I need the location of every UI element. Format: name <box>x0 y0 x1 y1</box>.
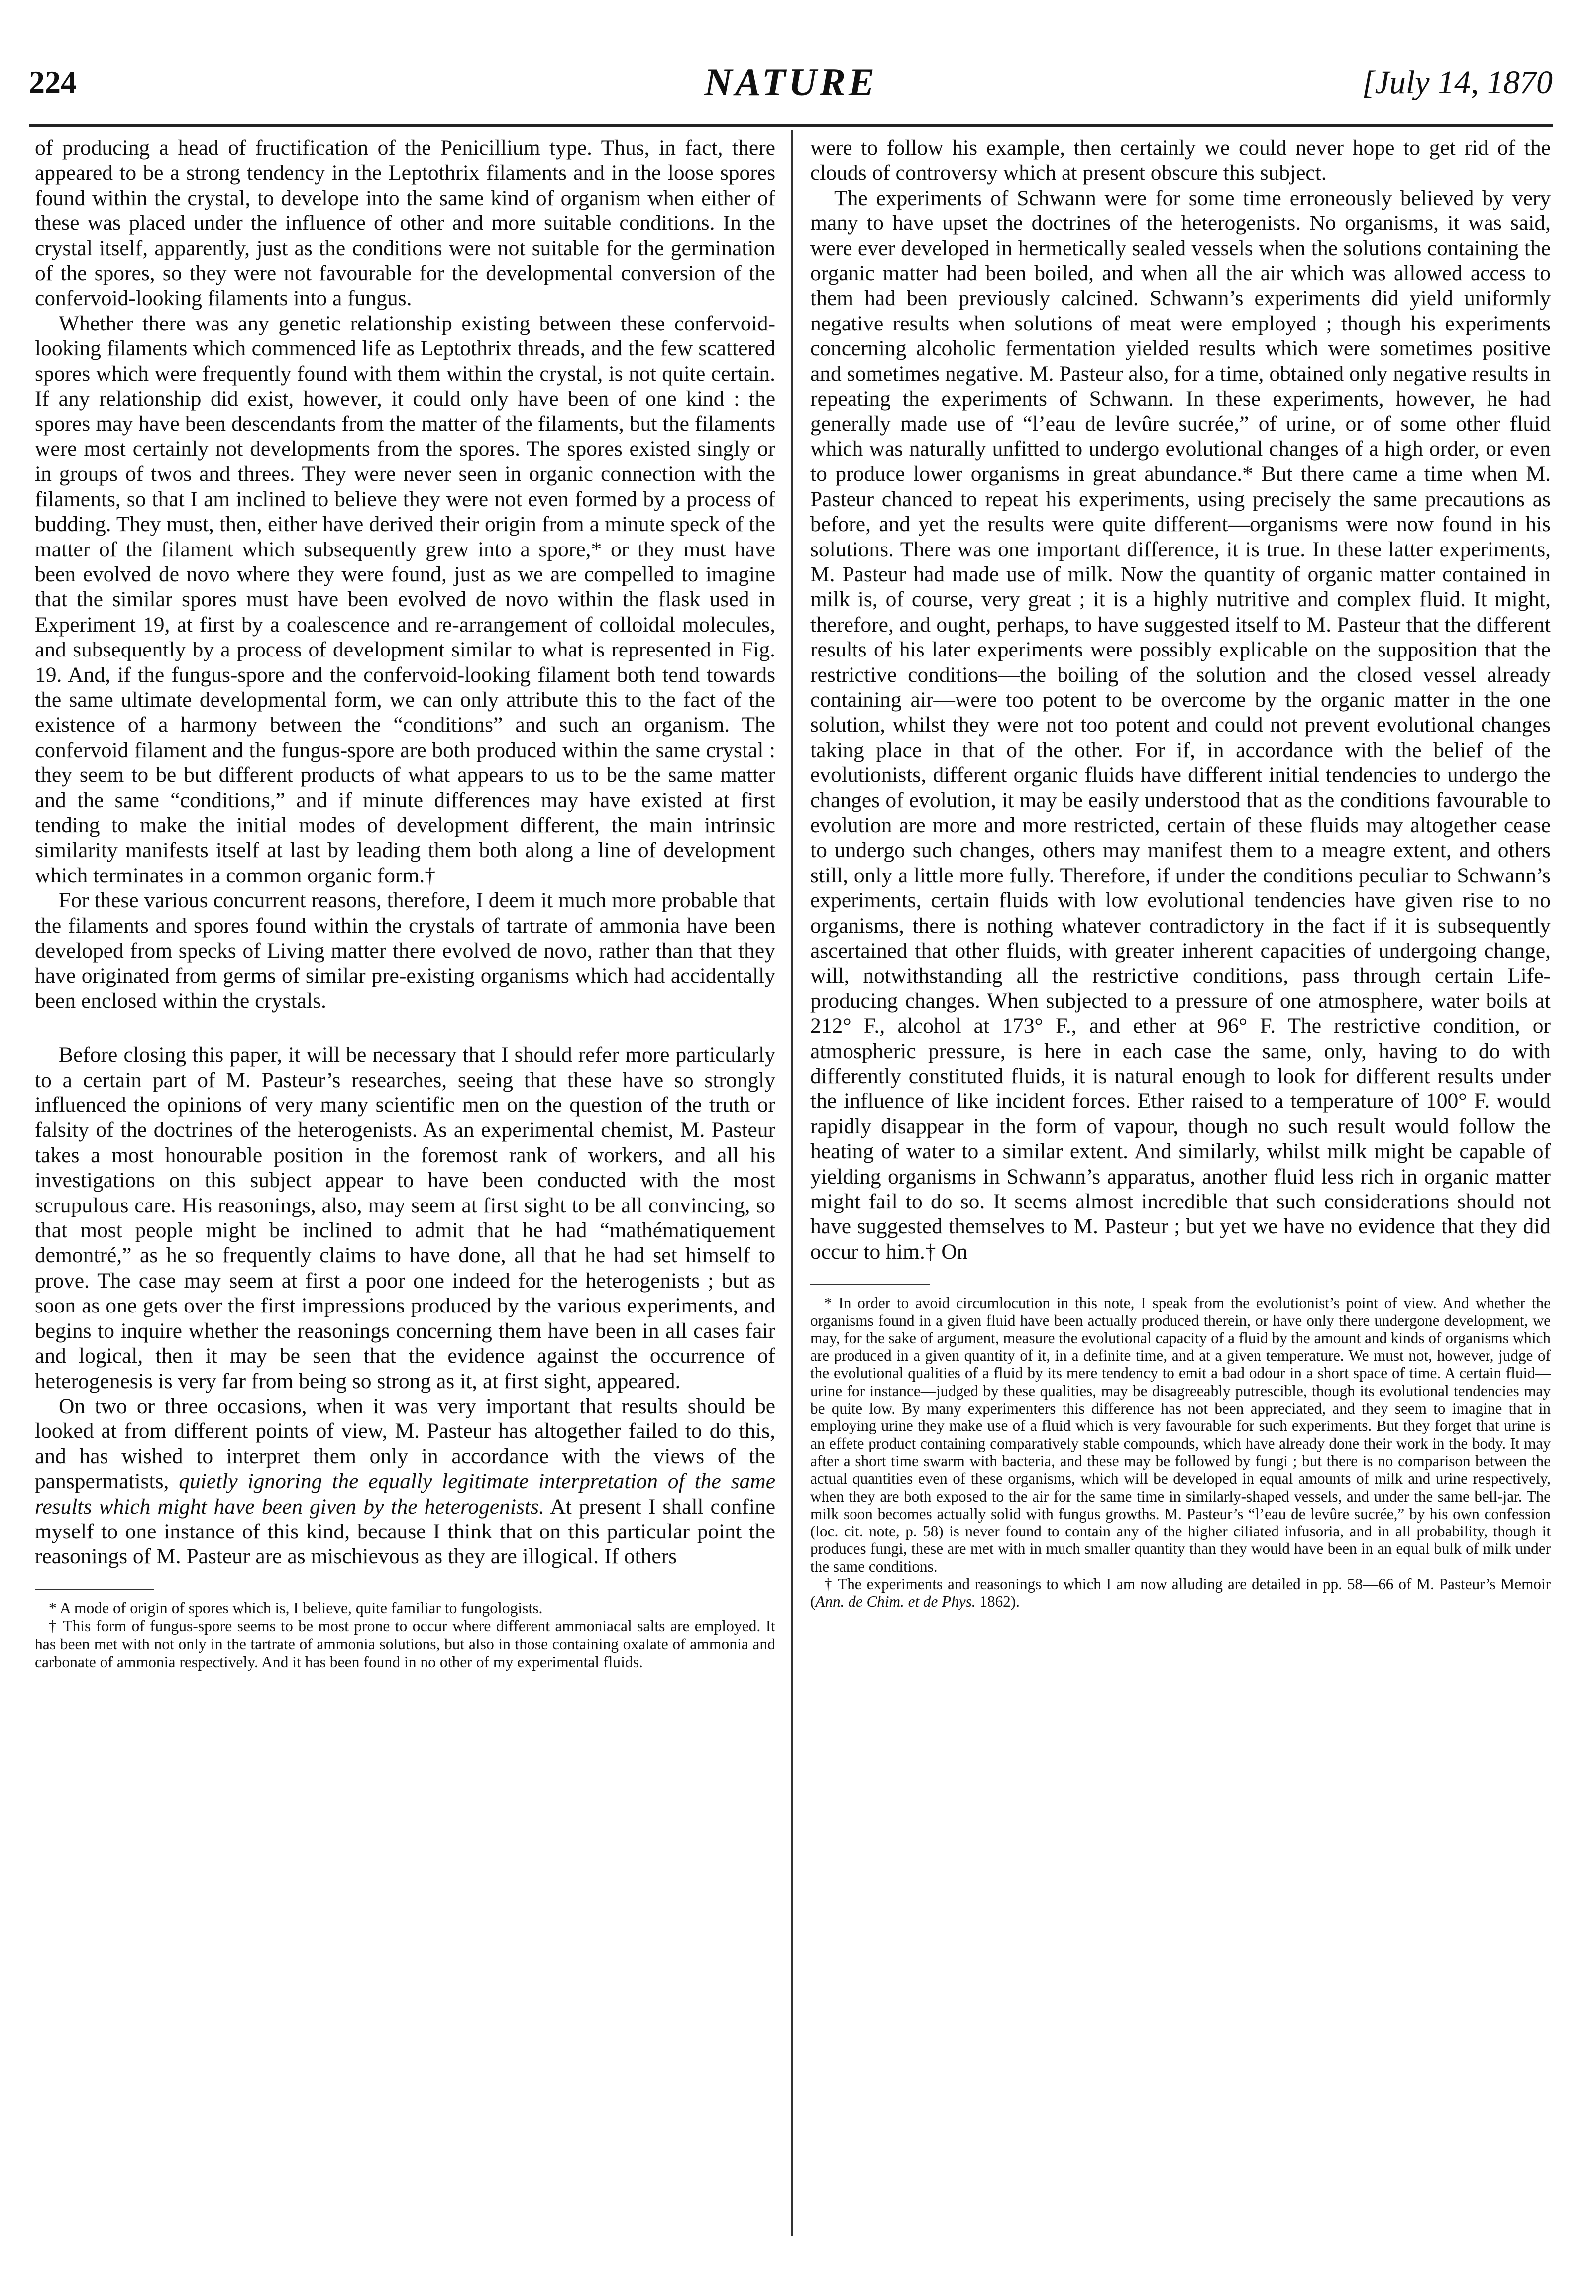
left-column <box>35 135 775 1672</box>
right-column <box>810 135 1551 1611</box>
text-run: † The experiments and reasonings to which I am now alluding are detailed in pp. 58—66 of M. Pasteur’s Memoir ( <box>810 1575 1551 1611</box>
issue-date: [July 14, 1870 <box>1362 64 1553 101</box>
paragraph <box>35 1394 775 1569</box>
paragraph: of producing a head of fructification of the Penicillium type. Thus, in fact, there appeared to be a strong tendency in the Leptothrix filaments and in the loose spores found within the crystal, to develope into the same kind of organism when either of these was placed under the influence of other and more suitable conditions. In the crystal itself, apparently, just as the conditions were not suitable for the germination of the spores, so they were not favourable for the developmental conversion of the confervoid-looking filaments into a fungus. <box>35 136 775 311</box>
page-header <box>29 60 1553 138</box>
page-number: 224 <box>29 64 77 100</box>
italic-run: quietly ignoring the equally legitimate interpretation of the same results which might have been given by the heterogenists. <box>35 1469 776 1519</box>
footnote: * A mode of origin of spores which is, I believe, quite familiar to fungologists. <box>49 1599 543 1617</box>
header-rule <box>29 124 1553 127</box>
paragraph: Before closing this paper, it will be necessary that I should refer more particularly to a certain part of M. Pasteur’s researches, seeing that these have so strongly influenced the opinions of very many scientific men on the question of the truth or falsity of the doctrines of the heterogenists. As an experimental chemist, M. Pasteur takes a most honourable position in the foremost rank of workers, and all his investigations on this subject appear to have been conducted with the most scrupulous care. His reasonings, also, may seem at first sight to be all convincing, so that most people might be inclined to admit that he had “mathématiquement demontré,” as he so frequently claims to have done, all that he had set himself to prove. The case may seem at first a poor one indeed for the heterogenists ; but as soon as one gets over the first impressions produced by the various experiments, and begins to inquire whether the reasonings concerning them have been in all cases fair and logical, then it may be seen that the evidence against the occurrence of heterogenesis is very far from being so strong as it, at first sight, appeared. <box>35 1043 775 1393</box>
text-run: 1862). <box>975 1593 1020 1611</box>
footnote-separator <box>35 1589 154 1590</box>
text-run: On two or three occasions, when it was very important that results should be looked at from different points of view, M. Pasteur has altogether failed to do this, and has wished to interpret them only in accordance with the views of the panspermatists, <box>35 1394 775 1494</box>
paragraph: For these various concurrent reasons, therefore, I deem it much more probable that the filaments and spores found within the crystals of tartrate of ammonia have been developed from specks of Living matter there evolved de novo, rather than that they have originated from germs of similar pre-existing organisms which had accidentally been enclosed within the crystals. <box>35 888 775 1013</box>
journal-title: NATURE <box>704 60 878 104</box>
section-gap <box>35 1013 775 1042</box>
column-divider <box>791 130 793 2236</box>
italic-run: Ann. de Chim. et de Phys. <box>815 1593 976 1611</box>
paragraph: The experiments of Schwann were for some time erroneously believed by very many to have upset the doctrines of the heterogenists. No organisms, it was said, were ever developed in hermetically sealed vessels when the solutions containing the organic matter had been boiled, and when all the air which was allowed access to them had been previously calcined. Schwann’s experiments did yield uniformly negative results when solutions of meat were employed ; though his experiments concerning alcoholic fermentation yielded results which were sometimes positive and sometimes negative. M. Pasteur also, for a time, obtained only negative results in repeating the experiments of Schwann. In these experiments, however, he had generally made use of “l’eau de levûre sucrée,” of urine, or of some other fluid which was naturally unfitted to undergo evolutional changes of a high order, or even to produce lower organisms in great abundance.* But there came a time when M. Pasteur chanced to repeat his experiments, using precisely the same precautions as before, and yet the results were quite different—organisms were now found in his solutions. There was one important difference, it is true. In these latter experiments, M. Pasteur had made use of milk. Now the quantity of organic matter contained in milk is, of course, very great ; it is a highly nutritive and complex fluid. It might, therefore, and ought, perhaps, to have suggested itself to M. Pasteur that the different results of his later experiments were possibly explicable on the supposition that the restrictive conditions—the boiling of the solution and the closed vessel already containing air—were too potent to be overcome by the organic matter in the one solution, whilst they were not too potent and could not prevent evolutional changes taking place in that of the other. For if, in accordance with the belief of the evolutionists, different organic fluids have different initial tendencies to undergo the changes of evolution, it may be easily understood that as the conditions favourable to evolution are more and more restricted, certain of these fluids may altogether cease to undergo such changes, others may manifest them to a meagre extent, and others still, only a little more fully. Therefore, if under the conditions peculiar to Schwann’s experiments, certain fluids with low evolutional tendencies have given rise to no organisms, there is nothing whatever contradictory in the fact if it is subsequently ascertained that other fluids, with greater inherent capacities of undergoing change, will, notwithstanding all the restrictive conditions, pass through certain Life-producing changes. When subjected to a pressure of one atmosphere, water boils at 212° F., alcohol at 173° F., and ether at 96° F. The restrictive condition, or atmospheric pressure, is here in each case the same, only, having to do with differently constituted fluids, it is natural enough to look for different results under the influence of like incident forces. Ether raised to a temperature of 100° F. would rapidly disappear in the form of vapour, though no such result would follow the heating of water to a similar extent. And similarly, whilst milk might be capable of yielding organisms in Schwann’s apparatus, another fluid less rich in organic matter might fail to do so. It seems almost incredible that such considerations should not have suggested themselves to M. Pasteur ; but yet we have no evidence that they did occur to him.† On <box>810 186 1551 1264</box>
text-run: At present I shall confine myself to one instance of this kind, because I think that on this particular point the reasonings of M. Pasteur are as mischievous as they are illogical. If others <box>35 1494 775 1569</box>
footnote: * In order to avoid circumlocution in this note, I speak from the evolutionist’s point of view. And whether the organisms found in a given fluid have been actually produced therein, or have only there undergone development, we may, for the sake of argument, measure the evolutional capacity of a fluid by the amount and kinds of organisms which are produced in a given quantity of it, in a definite time, and at a given temperature. We must not, however, judge of the evolutional qualities of a fluid by its mere tendency to emit a bad odour in a short space of time. A certain fluid—urine for instance—judged by these qualities, may be disagreeably putrescible, though its evolutional tendencies may be quite low. By many experimenters this difference has not been appreciated, and they seem to imagine that in employing urine they make use of a fluid which is very favourable for such experiments. But they forget that urine is an effete product containing comparatively stable compounds, which have already done their work in the body. It may after a short time swarm with bacteria, and these may be followed by fungi ; but there is no comparison between the actual quantities even of these organisms, which will be developed in equal amounts of milk and urine respectively, when they are both exposed to the air for the same time in similarly-shaped vessels, and under the same bell-jar. The milk soon becomes actually solid with fungus growths. M. Pasteur’s “l’eau de levûre sucrée,” by his own confession (loc. cit. note, p. 58) is never found to contain any of the higher ciliated infusoria, and in all probability, though it produces fungi, these are met with in much smaller quantity than they would have been in an equal bulk of milk under the same conditions. <box>810 1294 1551 1575</box>
paragraph: Whether there was any genetic relationship existing between these confervoid-looking filaments which commenced life as Leptothrix threads, and the few scattered spores which were frequently found with them within the crystal, is not quite certain. If any relationship did exist, however, it could only have been of one kind : the spores may have been descendants from the matter of the filaments, but the filaments were most certainly not developments from the spores. The spores existed singly or in groups of twos and threes. They were never seen in organic connection with the filaments, so that I am inclined to believe they were not even formed by a process of budding. They must, then, either have derived their origin from a minute speck of the matter of the filament which subsequently grew into a spore,* or they must have been evolved de novo where they were found, just as we are compelled to imagine that the similar spores must have been evolved de novo within the flask used in Experiment 19, at first by a coalescence and re-arrangement of colloidal molecules, and subsequently by a process of development similar to what is represented in Fig. 19. And, if the fungus-spore and the confervoid-looking filament both tend towards the same ultimate developmental form, we can only attribute this to the fact of the existence of a harmony between the “conditions” and such an organism. The confervoid filament and the fungus-spore are both produced within the same crystal : they seem to be but different products of what appears to us to be the same matter and the same “conditions,” and if minute differences may have existed at first tending to make the initial modes of development different, the main intrinsic similarity manifests itself at last by leading them both along a line of development which terminates in a common organic form.† <box>35 311 775 887</box>
paragraph: were to follow his example, then certainly we could never hope to get rid of the clouds of controversy which at present obscure this subject. <box>810 136 1551 185</box>
footnote <box>810 1575 1551 1611</box>
footnote: † This form of fungus-spore seems to be most prone to occur where different ammoniacal salts are employed. It has been met with not only in the tartrate of ammonia solutions, but also in those containing oxalate of ammonia and carbonate of ammonia respectively. And it has been found in no other of my experimental fluids. <box>35 1617 775 1671</box>
footnote-separator <box>810 1284 930 1285</box>
